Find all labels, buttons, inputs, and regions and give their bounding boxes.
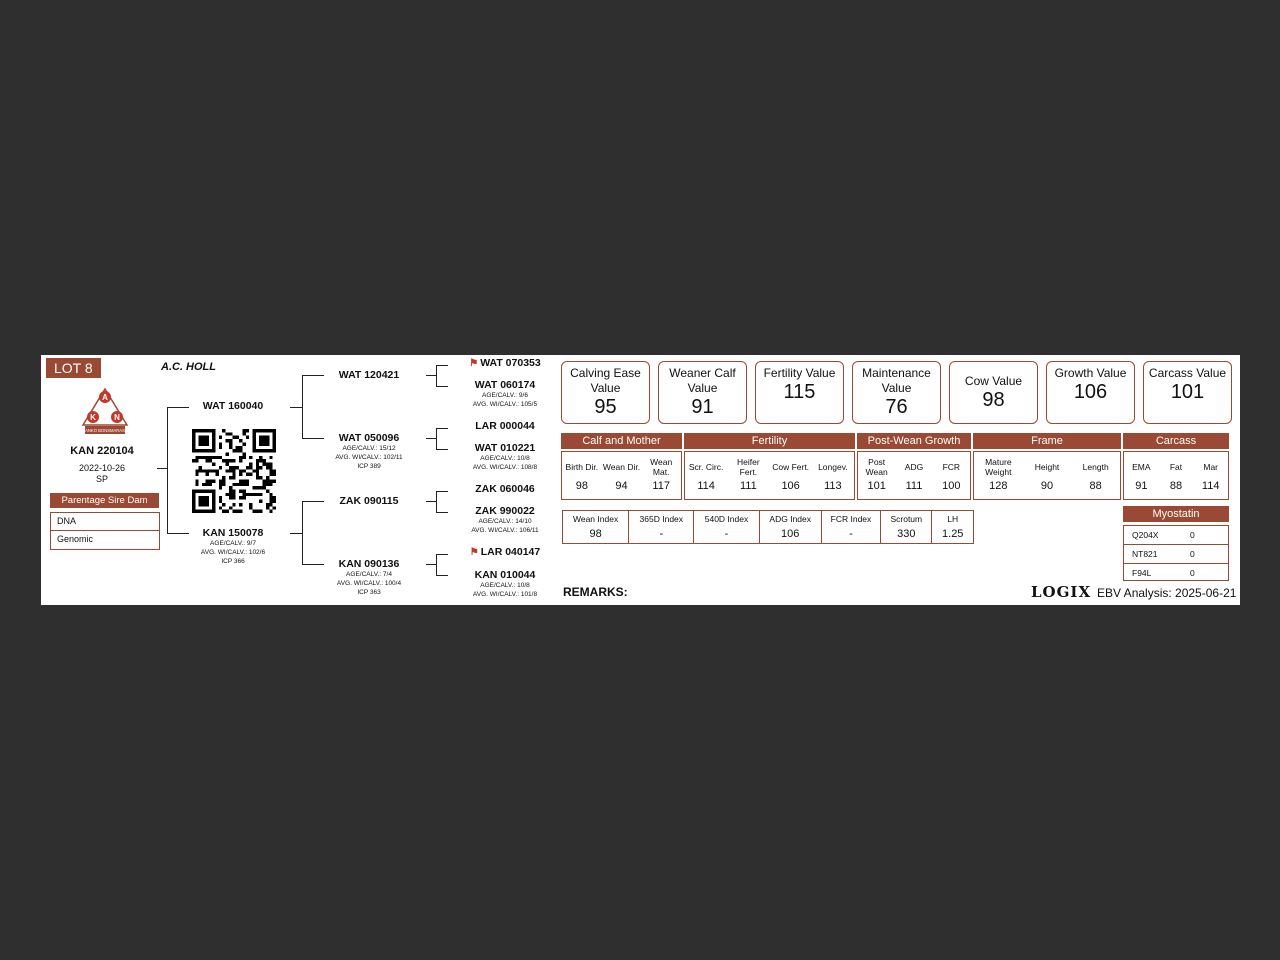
- birth-date: 2022-10-26: [78, 463, 126, 473]
- logix-logo: LOGIX: [1031, 583, 1092, 601]
- group-calf-and-mother: [561, 433, 682, 500]
- ebv-value: 98: [575, 480, 588, 492]
- gg-dam-1: [461, 379, 549, 409]
- dam-dam-block: [326, 558, 412, 597]
- index-label: 540D Index: [704, 514, 749, 524]
- dam-detail: ICP 366: [221, 558, 245, 565]
- value-number: 98: [982, 389, 1005, 411]
- group-header: Post-Wean Growth: [857, 433, 971, 449]
- myostatin-table: [1123, 525, 1229, 581]
- value-number: 76: [885, 396, 908, 418]
- sire-dam-detail: AVG. WI/CALV.: 102/11: [335, 454, 403, 461]
- gg-id: LAR 000044: [475, 420, 535, 432]
- gg-sire-1: [461, 357, 549, 369]
- ebv-value: 114: [1201, 480, 1220, 492]
- dam-detail: AVG. WI/CALV.: 102/6: [200, 549, 266, 556]
- index-label: ADG Index: [769, 514, 811, 524]
- ebv-label: FCR: [942, 462, 961, 472]
- dam-dam-id: KAN 090136: [338, 558, 400, 570]
- value-box-weaner-calf: [658, 361, 747, 424]
- index-value: -: [849, 528, 853, 540]
- ebv-label: Mar: [1203, 462, 1218, 472]
- gg-detail: AVG. WI/CALV.: 105/5: [472, 401, 538, 408]
- ebv-value: 88: [1089, 480, 1102, 492]
- group-header: Frame: [973, 433, 1121, 449]
- gg-id: KAN 010044: [474, 569, 536, 581]
- gg-detail: AVG. WI/CALV.: 106/11: [471, 527, 539, 534]
- sire-id: WAT 160040: [202, 400, 264, 412]
- myostatin-marker: Q204X: [1132, 530, 1159, 540]
- ebv-value: 111: [740, 480, 757, 492]
- dam-detail: AGE/CALV.: 9/7: [210, 540, 256, 547]
- index-table: [562, 510, 974, 544]
- value-title: Maintenance Value: [862, 366, 931, 395]
- value-number: 101: [1170, 381, 1205, 403]
- myostatin-value: 0: [1190, 568, 1195, 578]
- gg-sire-4: [461, 546, 549, 558]
- index-label: Scrotum: [890, 514, 923, 524]
- gg-id: WAT 070353: [480, 357, 541, 369]
- ebv-label: Fat: [1169, 462, 1183, 472]
- myostatin-marker: F94L: [1132, 568, 1152, 578]
- gg-id: LAR 040147: [480, 546, 541, 558]
- gg-detail: AVG. WI/CALV.: 108/8: [472, 464, 538, 471]
- value-title: Fertility Value: [763, 366, 836, 380]
- gg-id: ZAK 990022: [475, 505, 535, 517]
- ebv-value: 106: [781, 480, 800, 492]
- group-frame: [973, 433, 1121, 500]
- gg-sire-3: [461, 483, 549, 495]
- value-box-growth: [1046, 361, 1135, 424]
- index-value: 106: [781, 528, 800, 540]
- index-value: -: [724, 528, 729, 540]
- lot-card: [41, 355, 1240, 605]
- gg-detail: AGE/CALV.: 14/10: [478, 518, 532, 525]
- remarks-label: REMARKS:: [563, 585, 628, 599]
- flag-icon: ⚑: [469, 547, 479, 558]
- sire-dam-detail: AGE/CALV.: 15/12: [342, 445, 396, 452]
- gg-id: ZAK 060046: [475, 483, 535, 495]
- sire-dam-id: WAT 050096: [338, 432, 400, 444]
- value-title: Calving Ease Value: [570, 366, 641, 395]
- parentage-row-genomic: Genomic: [51, 530, 159, 548]
- index-value: -: [659, 528, 664, 540]
- value-box-calving-ease: [561, 361, 650, 424]
- ebv-label: Mature Weight: [985, 457, 1012, 477]
- ebv-value: 113: [824, 480, 842, 492]
- myostatin-marker: NT821: [1132, 549, 1158, 559]
- animal-info: [55, 463, 149, 485]
- gg-id: WAT 010221: [474, 442, 536, 454]
- ebv-label: Longev.: [818, 462, 848, 472]
- value-title: Growth Value: [1054, 366, 1127, 380]
- index-label: Wean Index: [572, 514, 619, 524]
- lot-badge: LOT 8: [46, 358, 101, 378]
- value-box-carcass: [1143, 361, 1232, 424]
- gg-detail: AVG. WI/CALV.: 101/8: [472, 591, 538, 598]
- value-number: 95: [594, 396, 617, 418]
- gg-dam-2: [461, 442, 549, 472]
- ebv-value: 100: [942, 480, 961, 492]
- ebv-value: 114: [697, 480, 715, 492]
- ebv-label: Wean Dir.: [602, 462, 641, 472]
- gg-detail: AGE/CALV.: 9/6: [482, 392, 528, 399]
- dam-id: KAN 150078: [202, 527, 264, 539]
- sire-dam-detail: ICP 389: [357, 463, 381, 470]
- index-label: LH: [947, 514, 959, 524]
- ebv-label: Birth Dir.: [565, 462, 599, 472]
- svg-text:ANKO BONSMARAS: ANKO BONSMARAS: [85, 428, 125, 433]
- gg-id: WAT 060174: [474, 379, 536, 391]
- ebv-label: Scr. Circ.: [688, 462, 724, 472]
- sire-dam-block: [326, 432, 412, 471]
- dam-block: [193, 527, 273, 566]
- ebv-label: Wean Mat.: [650, 457, 673, 477]
- animal-id: KAN 220104: [70, 445, 134, 457]
- stud-logo: [81, 387, 129, 435]
- myostatin-value: 0: [1190, 549, 1195, 559]
- ebv-analysis-date: EBV Analysis: 2025-06-21: [1097, 586, 1237, 600]
- parentage-row-dna: DNA: [57, 516, 77, 526]
- ebv-value: 90: [1040, 480, 1054, 492]
- dam-dam-detail: AVG. WI/CALV.: 100/4: [336, 580, 402, 587]
- ebv-value: 88: [1169, 480, 1183, 492]
- parentage-header: Parentage Sire Dam: [50, 493, 159, 508]
- ebv-value: 111: [905, 480, 923, 492]
- group-header: Fertility: [684, 433, 855, 449]
- gg-detail: AGE/CALV.: 10/8: [480, 582, 530, 589]
- ebv-label: Cow Fert.: [772, 462, 810, 472]
- gg-dam-3: [461, 505, 549, 535]
- gg-detail: AGE/CALV.: 10/8: [480, 455, 530, 462]
- gg-dam-4: [461, 569, 549, 599]
- ebv-value: 94: [615, 480, 628, 492]
- value-box-maintenance: [852, 361, 941, 424]
- value-title: Weaner Calf Value: [669, 366, 736, 395]
- value-box-cow: [949, 361, 1038, 424]
- value-title: Carcass Value: [1148, 366, 1227, 380]
- svg-text:N: N: [114, 413, 120, 422]
- breeder-name: A.C. HOLL: [161, 361, 216, 373]
- svg-text:K: K: [90, 413, 96, 422]
- myostatin-row: [1124, 545, 1228, 564]
- value-number: 106: [1073, 381, 1108, 403]
- ebv-value: 128: [989, 480, 1008, 492]
- value-title: Cow Value: [964, 374, 1023, 388]
- dam-dam-detail: ICP 363: [357, 589, 381, 596]
- myostatin-row: [1124, 564, 1228, 582]
- parentage-table: [50, 512, 160, 550]
- ebv-label: Post Wean: [865, 457, 888, 477]
- myostatin-header: Myostatin: [1123, 506, 1229, 522]
- group-post-wean-growth: [857, 433, 971, 500]
- ebv-value: 101: [867, 480, 886, 492]
- index-label: 365D Index: [639, 514, 684, 524]
- qr-code[interactable]: [192, 429, 276, 513]
- ebv-label: EMA: [1132, 462, 1151, 472]
- group-header: Carcass: [1123, 433, 1229, 449]
- ebv-label: Length: [1082, 462, 1109, 472]
- ebv-label: ADG: [904, 462, 924, 472]
- value-box-fertility: [755, 361, 844, 424]
- ebv-label: Heifer Fert.: [737, 457, 760, 477]
- ebv-label: Height: [1034, 462, 1060, 472]
- dam-sire-id: ZAK 090115: [339, 495, 399, 507]
- index-label: FCR Index: [830, 514, 872, 524]
- ebv-value: 91: [1135, 480, 1148, 492]
- svg-text:A: A: [102, 393, 108, 402]
- group-header: Calf and Mother: [561, 433, 682, 449]
- dam-dam-detail: AGE/CALV.: 7/4: [346, 571, 392, 578]
- ebv-value: 117: [652, 480, 670, 492]
- group-fertility: [684, 433, 855, 500]
- group-carcass: [1123, 433, 1229, 500]
- value-number: 91: [691, 396, 714, 418]
- flag-icon: ⚑: [469, 358, 479, 369]
- myostatin-value: 0: [1190, 530, 1195, 540]
- index-value: 1.25: [942, 528, 964, 540]
- index-value: 330: [897, 528, 916, 540]
- value-number: 115: [783, 381, 816, 403]
- gg-sire-2: [461, 420, 549, 432]
- animal-type: SP: [95, 474, 108, 484]
- myostatin-row: [1124, 526, 1228, 545]
- index-value: 98: [589, 528, 602, 540]
- sire-sire-id: WAT 120421: [338, 369, 400, 381]
